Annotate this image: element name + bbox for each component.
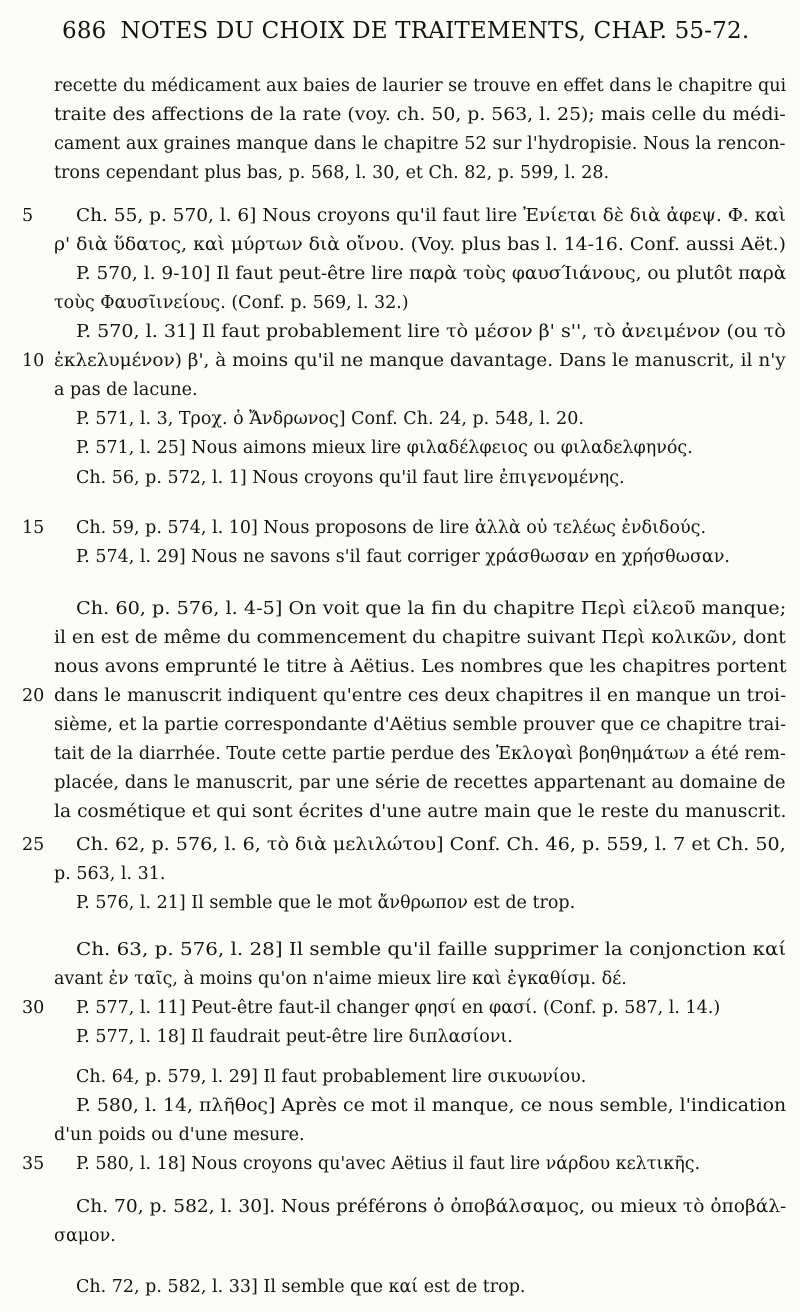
line-number: 30 [22,998,45,1018]
line-text: la cosmétique et qui sont écrites d'une autre main que le reste du manuscrit. [54,802,787,822]
line-text: P. 571, l. 3, Τροχ. ὁ Ἄνδρωνος] Conf. Ch. 24, p. 548, l. 20. [76,409,584,429]
text-line [0,1273,800,1301]
line-text: P. 570, l. 31] Il faut probablement lire τὸ μέσον β' s'', τὸ ἀνειμένον (ou τὸ [76,322,786,342]
line-text: trons cependant plus bas, p. 568, l. 30, et Ch. 82, p. 599, l. 28. [54,163,610,183]
text-line [0,798,800,826]
page-number: 686 [62,18,107,44]
line-text: d'un poids ou d'une mesure. [54,1125,305,1145]
text-line [0,1092,800,1120]
text-line [0,464,800,492]
line-text: P. 571, l. 25] Nous aimons mieux lire φιλαδέλφειος ou φιλαδελφηνός. [76,438,693,458]
line-text: Ch. 56, p. 572, l. 1] Nous croyons qu'il faut lire ἐπιγενομένης. [76,468,625,488]
text-line [0,260,800,288]
text-line [0,595,800,623]
text-line [0,889,800,917]
line-text: sième, et la partie correspondante d'Aëtius semble prouver que ce chapitre trai- [54,715,787,735]
line-text: P. 580, l. 18] Nous croyons qu'avec Aëtius il faut lire νάρδου κελτικῆς. [76,1154,701,1174]
text-line [0,202,800,230]
line-text: Ch. 70, p. 582, l. 30]. Nous préférons ὀ ὀποβάλσαμος, ou mieux τὸ ὀποβάλ- [76,1197,787,1217]
text-line [0,347,800,375]
text-line [0,130,800,158]
line-text: nous avons emprunté le titre à Aëtius. Les nombres que les chapitres portent [54,657,787,677]
line-text: Ch. 60, p. 576, l. 4-5] On voit que la fin du chapitre Περὶ εἰλεοῦ manque; [76,599,787,619]
line-number: 10 [22,351,45,371]
text-line [0,434,800,462]
text-line [0,543,800,571]
text-line [0,405,800,433]
text-line [0,653,800,681]
running-header [62,18,782,44]
text-line [0,1193,800,1221]
text-line [0,72,800,100]
line-text: traite des affections de la rate (voy. ch. 50, p. 563, l. 25); mais celle du médi- [54,105,786,125]
text-line [0,860,800,888]
text-line [0,376,800,404]
text-line [0,965,800,993]
text-line [0,1063,800,1091]
line-text: Ch. 63, p. 576, l. 28] Il semble qu'il faille supprimer la conjonction καί [76,940,787,960]
text-line [0,624,800,652]
text-line [0,1023,800,1051]
line-number: 20 [22,686,45,706]
line-text: τοὺς Φαυσῖινείους. (Conf. p. 569, l. 32.) [54,293,409,313]
text-line [0,514,800,542]
line-number: 25 [22,835,45,855]
line-text: P. 574, l. 29] Nous ne savons s'il faut corriger χράσθωσαν en χρήσθωσαν. [76,547,730,567]
line-number: 15 [22,518,45,538]
line-number: 5 [22,206,34,226]
text-line [0,711,800,739]
line-text: il en est de même du commencement du chapitre suivant Περὶ κολικῶν, dont [54,628,786,648]
line-text: P. 580, l. 14, πλῆθος] Après ce mot il manque, ce nous semble, l'indication [76,1096,787,1116]
line-text: Ch. 72, p. 582, l. 33] Il semble que καί est de trop. [76,1277,526,1297]
text-line [0,831,800,859]
text-line [0,936,800,964]
line-text: Ch. 55, p. 570, l. 6] Nous croyons qu'il faut lire Ἐνίεται δὲ διὰ ἀφεψ. Φ. καὶ [76,206,786,226]
line-number: 35 [22,1154,45,1174]
text-line [0,769,800,797]
line-text: Ch. 59, p. 574, l. 10] Nous proposons de lire ἀλλὰ οὐ τελέως ἐνδιδούς. [76,518,707,538]
line-text: placée, dans le manuscrit, par une série de recettes appartenant au domaine de [54,773,786,793]
line-text: tait de la diarrhée. Toute cette partie perdue des Ἐκλογαὶ βοηθημάτων a été rem- [54,744,786,764]
text-line [0,159,800,187]
text-line [0,994,800,1022]
line-text: ρ' διὰ ὕδατος, καὶ μύρτων διὰ οἴνου. (Voy. plus bas l. 14-16. Conf. aussi Aët.) [54,235,786,255]
line-text: P. 570, l. 9-10] Il faut peut-être lire παρὰ τοὺς φαυσΊιάνους, ou plutôt παρὰ [76,264,787,284]
text-line [0,289,800,317]
line-text: recette du médicament aux baies de laurier se trouve en effet dans le chapitre qui [54,76,787,96]
line-text: P. 577, l. 18] Il faudrait peut-être lire διπλασίονι. [76,1027,513,1047]
line-text: cament aux graines manque dans le chapitre 52 sur l'hydropisie. Nous la rencon- [54,134,786,154]
line-text: p. 563, l. 31. [54,864,166,884]
header-title: NOTES DU CHOIX DE TRAITEMENTS, CHAP. 55-72. [120,18,750,44]
line-text: Ch. 64, p. 579, l. 29] Il faut probablement lire σικυωνίου. [76,1067,587,1087]
text-line [0,318,800,346]
text-line [0,1150,800,1178]
line-text: a pas de lacune. [54,380,198,400]
text-line [0,1121,800,1149]
text-line [0,101,800,129]
line-text: P. 576, l. 21] Il semble que le mot ἄνθρωπον est de trop. [76,893,576,913]
line-text: Ch. 62, p. 576, l. 6, τὸ διὰ μελιλώτου] Conf. Ch. 46, p. 559, l. 7 et Ch. 50, [76,835,786,855]
text-line [0,231,800,259]
line-text: avant ἐν ταῖς, à moins qu'on n'aime mieux lire καὶ ἐγκαθίσμ. δέ. [54,969,627,989]
line-text: σαμον. [54,1226,116,1246]
line-text: P. 577, l. 11] Peut-être faut-il changer φησί en φασί. (Conf. p. 587, l. 14.) [76,998,721,1018]
line-text: ἐκλελυμένον) β', à moins qu'il ne manque davantage. Dans le manuscrit, il n'y [54,351,786,371]
text-line [0,1222,800,1250]
line-text: dans le manuscrit indiquent qu'entre ces deux chapitres il en manque un troi- [54,686,787,706]
text-line [0,682,800,710]
text-line [0,740,800,768]
